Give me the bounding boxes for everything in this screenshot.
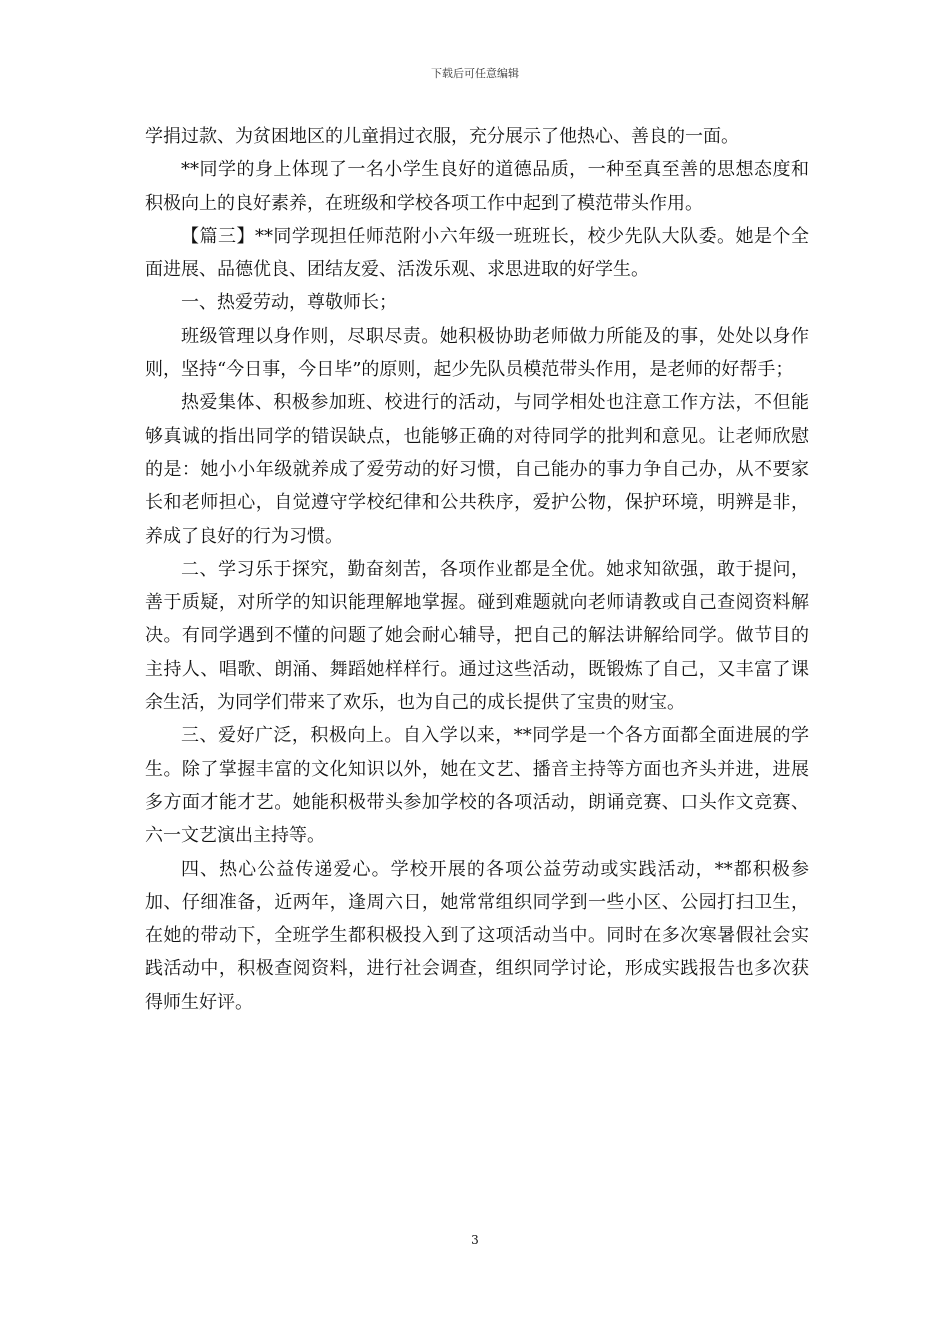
document-body	[145, 120, 809, 1019]
paragraph: 学捐过款、为贫困地区的儿童捐过衣服，充分展示了他热心、善良的一面。	[145, 126, 739, 147]
paragraph: 【篇三】**同学现担任师范附小六年级一班班长，校少先队大队委。她是个全面进展、品德优良、团结友爱、活泼乐观、求思进取的好学生。	[145, 225, 809, 281]
paragraph: 四、热心公益传递爱心。学校开展的各项公益劳动或实践活动，**都积极参加、仔细准备，近两年，逢周六日，她常常组织同学到一些小区、公园打扫卫生，在她的带动下，全班学生都积极投入到了这项活动当中。同时在多次寒暑假社会实践活动中，积极查阅资料，进行社会调查，组织同学讨论，形成实践报告也多次获得师生好评。	[145, 858, 809, 1013]
page-number: 3	[471, 1233, 479, 1247]
paragraph: 班级管理以身作则，尽职尽责。她积极协助老师做力所能及的事，处处以身作则，坚持“今日事，今日毕”的原则，起少先队员模范带头作用，是老师的好帮手；	[145, 325, 809, 381]
paragraph: 热爱集体、积极参加班、校进行的活动，与同学相处也注意工作方法，不但能够真诚的指出同学的错误缺点，也能够正确的对待同学的批判和意见。让老师欣慰的是：她小小年级就养成了爱劳动的好习惯，自己能办的事力争自己办，从不要家长和老师担心，自觉遵守学校纪律和公共秩序，爱护公物，保护环境，明辨是非，养成了良好的行为习惯。	[145, 392, 809, 547]
paragraph: 一、热爱劳动，尊敬师长；	[181, 292, 397, 314]
paragraph: 二、学习乐于探究，勤奋刻苦，各项作业都是全优。她求知欲强，敢于提问，善于质疑，对所学的知识能理解地掌握。碰到难题就向老师请教或自己查阅资料解决。有同学遇到不懂的问题了她会耐心辅导，把自己的解法讲解给同学。做节目的主持人、唱歌、朗涌、舞蹈她样样行。通过这些活动，既锻炼了自己，又丰富了课余生活，为同学们带来了欢乐，也为自己的成长提供了宝贵的财宝。	[145, 558, 809, 714]
page-header-note: 下载后可任意编辑	[431, 67, 519, 80]
paragraph: **同学的身上体现了一名小学生良好的道德品质，一种至真至善的思想态度和积极向上的良好素养，在班级和学校各项工作中起到了模范带头作用。	[145, 159, 809, 214]
paragraph: 三、爱好广泛，积极向上。自入学以来，**同学是一个各方面都全面进展的学生。除了掌握丰富的文化知识以外，她在文艺、播音主持等方面也齐头并进，进展多方面才能才艺。她能积极带头参加学校的各项活动，朗诵竞赛、口头作文竞赛、六一文艺演出主持等。	[145, 725, 809, 847]
